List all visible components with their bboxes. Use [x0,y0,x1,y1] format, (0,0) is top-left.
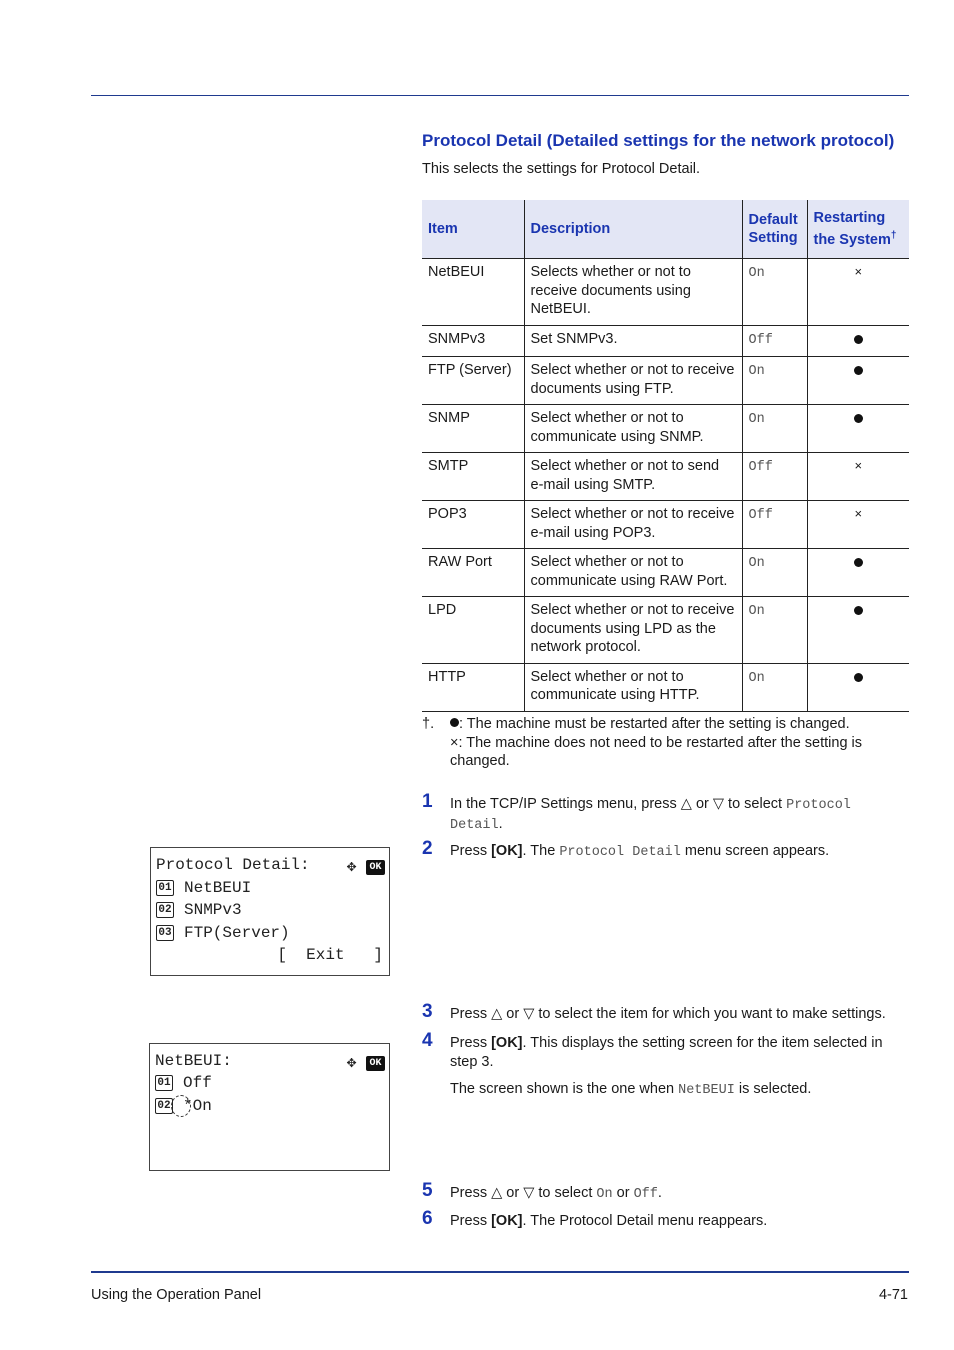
lcd-nav [347,1052,385,1072]
table-row [422,549,909,597]
step-number: 2 [422,838,433,859]
footnote-cross-text: ×: The machine does not need to be restarted after the setting is changed. [450,734,863,769]
lcd-title: NetBEUI: [155,1052,232,1070]
cell-description: Select whether or not to communicate using RAW Port. [530,554,728,589]
table-row [422,325,909,357]
cell-default: On [748,604,765,619]
cell-item-box [422,259,524,326]
lcd-item-label: *On [183,1097,212,1115]
cell-item-box [422,453,524,501]
restart-required-icon [450,718,459,727]
page-number: 4-71 [878,1287,908,1303]
cell-item: SMTP [428,458,469,474]
cell-description: Select whether or not to receive documents using LPD as the network protocol. [530,602,735,655]
cell-item-box [422,405,524,453]
section-title: Protocol Detail (Detailed settings for the network protocol) [422,131,895,150]
step-5 [422,1180,909,1204]
footer-section-name: Using the Operation Panel [91,1287,262,1303]
dagger-mark: † [890,230,897,242]
cell-description-box [524,597,742,664]
cell-item: NetBEUI [428,264,485,280]
table-row [422,357,909,405]
cell-restart [807,501,909,549]
header-restart [807,200,909,259]
step-text: . The [522,843,560,859]
cell-default-box [742,597,807,664]
footer-rule [91,1271,909,1273]
step-code: Off [633,1187,658,1202]
selection-cursor-icon [171,1095,191,1117]
cell-default: On [748,364,765,379]
item-number-badge: 02 [155,1098,173,1114]
cell-default: On [748,266,765,281]
step-code: NetBEUI [678,1083,735,1098]
cell-restart [807,259,909,326]
table-row [422,259,909,326]
step-text: Press △ or ▽ to select [450,1185,597,1201]
cell-default: Off [748,460,773,475]
cell-default-box [742,357,807,405]
four-way-arrow-icon: ✥ [346,858,357,876]
cell-description-box [524,325,742,357]
cell-default-box [742,325,807,357]
cell-item-box [422,357,524,405]
lcd-netbeui-screen [149,1043,390,1171]
cell-default-box [742,663,807,711]
restart-not-required-icon: × [854,264,863,279]
item-number-badge: 02 [156,902,174,918]
restart-not-required-icon: × [854,506,863,521]
cell-restart [807,663,909,711]
table-header-row [422,200,909,259]
step-4 [422,1030,909,1100]
step-text: In the TCP/IP Settings menu, press △ or ▽ to select [450,796,787,812]
cell-default: On [748,412,765,427]
cell-item: POP3 [428,506,467,522]
table-body [422,259,909,712]
cell-item-box [422,325,524,357]
cell-item: SNMPv3 [428,330,486,347]
step-text: Press [450,1035,492,1051]
step-number: 3 [422,1001,433,1022]
cell-description-box [524,259,742,326]
cell-restart [807,597,909,664]
table-row [422,453,909,501]
cell-description-box [524,663,742,711]
cell-default-box [742,453,807,501]
cell-restart [807,325,909,357]
lcd-protocol-detail-screen [150,847,390,976]
cell-description-box [524,405,742,453]
table-row [422,663,909,711]
cell-description-box [524,549,742,597]
item-number-badge: 01 [155,1075,173,1091]
cell-description: Set SNMPv3. [530,330,618,347]
lcd-item-label: Off [183,1074,212,1092]
step-text: Press [450,1213,492,1229]
step-note: The screen shown is the one when [450,1081,679,1097]
item-number-badge: 01 [156,880,174,896]
lcd-title: Protocol Detail: [156,856,310,874]
step-text: . [657,1185,662,1201]
step-text: . The Protocol Detail menu reappears. [522,1213,768,1229]
header-description: Description [524,200,742,259]
cell-restart [807,453,909,501]
step-number: 1 [422,791,433,812]
section-intro: This selects the settings for Protocol Detail. [422,161,701,177]
step-text: . [498,816,503,832]
cell-default: Off [748,508,773,523]
lcd-nav [347,856,385,876]
step-number: 5 [422,1180,433,1201]
cell-description-box [524,501,742,549]
restart-required-icon [854,335,863,344]
cell-restart [807,549,909,597]
cell-default-box [742,549,807,597]
lcd-menu-item [156,877,251,899]
item-number-badge: 03 [156,925,174,941]
cell-item: LPD [428,602,457,618]
lcd-menu-item [155,1072,212,1094]
step-text: menu screen appears. [680,843,830,859]
lcd-softkey-exit: [ Exit ] [277,946,383,964]
step-note: is selected. [734,1081,812,1097]
restart-required-icon [854,673,863,682]
cell-item: HTTP [428,668,466,685]
cell-description: Select whether or not to communicate using HTTP. [530,668,700,703]
cell-description: Select whether or not to receive e-mail using POP3. [530,506,735,541]
cell-description-box [524,357,742,405]
footnote [422,715,909,771]
footnote-mark: †. [422,716,435,732]
cell-restart [807,405,909,453]
four-way-arrow-icon: ✥ [346,1054,357,1072]
ok-icon: OK [366,860,385,875]
step-number: 6 [422,1208,433,1229]
cell-item-box [422,501,524,549]
cell-item: RAW Port [428,554,492,570]
table-row [422,405,909,453]
step-text: Press △ or ▽ to select the item for which you want to make settings. [450,1006,886,1022]
cell-restart [807,357,909,405]
restart-not-required-icon: × [854,458,863,473]
step-3 [422,1001,909,1024]
cell-description-box [524,453,742,501]
restart-required-icon [854,414,863,423]
cell-default: On [748,556,765,571]
cell-item-box [422,549,524,597]
cell-item: SNMP [428,410,470,426]
step-2 [422,838,909,862]
restart-required-icon [854,606,863,615]
header-restart-label: Restarting the System [813,210,891,248]
cell-item-box [422,663,524,711]
cell-item: FTP (Server) [428,362,512,378]
lcd-item-label: FTP(Server) [184,924,290,942]
step-6 [422,1208,909,1231]
step-code: On [596,1187,613,1202]
cell-description: Select whether or not to communicate using SNMP. [530,410,704,445]
table-row [422,597,909,664]
ok-key-label: [OK] [491,843,523,859]
step-code: Protocol Detail [450,798,851,833]
cell-default: Off [748,332,773,348]
ok-key-label: [OK] [491,1213,523,1229]
cell-description: Selects whether or not to receive documents using NetBEUI. [530,264,691,317]
step-text: Press [450,843,492,859]
lcd-item-label: SNMPv3 [184,901,242,919]
ok-icon: OK [366,1056,385,1071]
header-item: Item [422,200,524,259]
cell-default-box [742,501,807,549]
step-text: or [612,1185,634,1201]
lcd-menu-item [156,899,242,921]
cell-description: Select whether or not to receive documents using FTP. [530,362,735,397]
step-code: Protocol Detail [559,845,681,860]
cell-description: Select whether or not to send e-mail using SMTP. [530,458,720,493]
step-text: . This displays the setting screen for the item selected in step 3. [450,1035,883,1070]
footnote-dot-text: : The machine must be restarted after the setting is changed. [459,716,850,732]
cell-default-box [742,405,807,453]
footnote-dot-line [450,715,909,734]
lcd-item-label: NetBEUI [184,879,252,897]
header-rule [91,95,909,96]
step-1 [422,791,909,835]
protocol-settings-table [422,200,909,712]
ok-key-label: [OK] [491,1035,523,1051]
step-number: 4 [422,1030,433,1051]
cell-item-box [422,597,524,664]
cell-default: On [748,670,765,686]
restart-required-icon [854,558,863,567]
lcd-menu-item [156,922,290,944]
header-default: Default Setting [742,200,807,259]
table-row [422,501,909,549]
cell-default-box [742,259,807,326]
restart-required-icon [854,366,863,375]
